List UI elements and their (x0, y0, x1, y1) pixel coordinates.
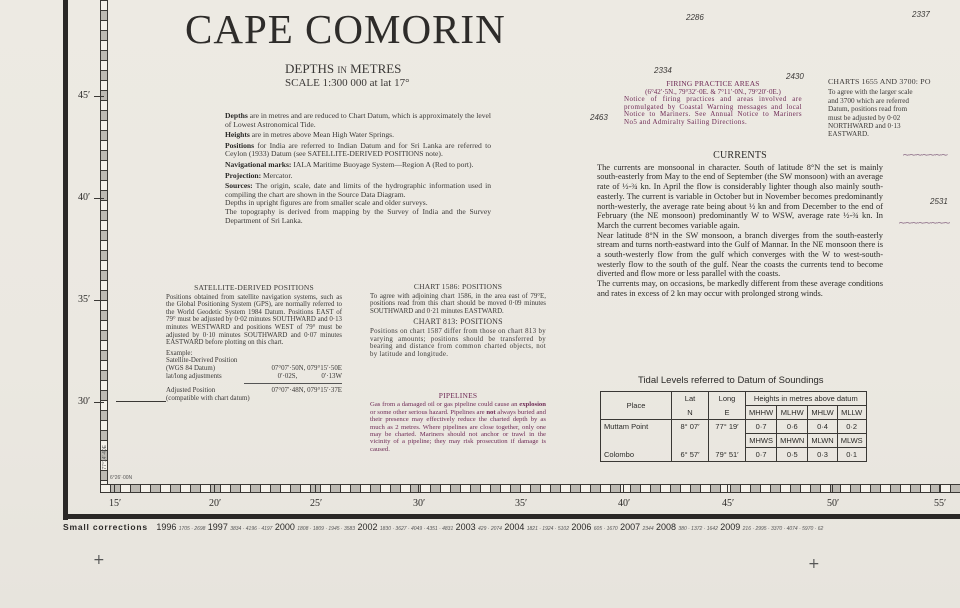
lat-tick-30: 30′ (78, 396, 91, 407)
pipelines-text-1: Gas from a damaged oil or gas pipeline could cause an (370, 401, 520, 409)
value-cell: 0·3 (808, 448, 837, 462)
subtitle-in: IN (337, 65, 347, 75)
satellite-body: Positions obtained from satellite navigation systems, such as the Global Positioning System (GPS), are normally referred to the World Geodetic System 1984 Datum. Positions EAST of 79° must be adjusted by 0·02 minutes SOUTHWARD and 0·13 minutes WESTWARD and positions WEST of 79° must be adjusted by 0·10 minutes SOUTHWARD and 0·07 minutes EASTWARD before plotting on this chart. (166, 293, 342, 347)
correction-numbers: 3834 · 4196 · 4197 (230, 526, 273, 532)
note-positions (225, 142, 491, 159)
value-cell: 0·5 (777, 448, 808, 462)
correction-numbers: 2344 (642, 526, 654, 532)
adjustment-label: lat/long adjustments (166, 372, 222, 380)
correction-year: 2002 (357, 522, 378, 532)
lon-tick-30: 30′ (413, 498, 426, 509)
chart1586-heading: CHART 1586: POSITIONS (413, 282, 503, 291)
satellite-example-label: Example: (166, 349, 193, 357)
corrections-label: Small corrections (63, 522, 148, 532)
empty-cell (672, 434, 709, 448)
charts1655-heading: CHARTS 1655 AND 3700: PO (828, 78, 931, 86)
correction-year: 2000 (274, 522, 295, 532)
wgs-value: 07°07′·50N, 079°15′·50E (271, 364, 342, 372)
lat-tick-35: 35′ (78, 294, 91, 305)
chart-subtitle (285, 61, 401, 77)
place-cell: Colombo (601, 448, 672, 462)
value-cell: 0·7 (746, 420, 777, 434)
correction-numbers: 1830 · 3627 · 4049 · 4351 · 4831 (379, 526, 454, 532)
charts1655-line-2: and 3700 which are referred (828, 96, 910, 105)
note-heights (225, 131, 491, 140)
depth-sounding: 2286 (686, 13, 704, 22)
long-cell: 79° 51′ (709, 448, 746, 462)
note-projection (225, 172, 491, 181)
header-col: MLWS (837, 434, 866, 448)
empty-cell (601, 434, 672, 448)
note-depths-text: are in metres and are reduced to Chart Datum, which is approximately the level of Lowest Astronomical Tide. (225, 111, 491, 129)
charts1655-line-5: NORTHWARD and 0·13 (828, 122, 901, 131)
header-heights: Heights in metres above datum (746, 392, 867, 406)
depth-sounding: 2463 (590, 113, 608, 122)
lon-tick-25: 25′ (310, 498, 323, 509)
header-col: MLLW (837, 406, 866, 420)
note-depths (225, 112, 491, 129)
correction-numbers: 1808 · 1809 · 1945 · 3583 (297, 526, 356, 532)
chart-outer-border-bottom (63, 514, 960, 519)
note-nav-text: IALA Maritime Buoyage System—Region A (Red to port). (291, 159, 474, 169)
note-positions-text: for India are referred to Indian Datum and for Sri Lanka are referred to Ceylon (1933) Datum (see SATELLITE-DERIVED POSITIONS note). (225, 140, 491, 159)
note-nav-marks (225, 161, 491, 170)
header-lat-unit: N (672, 406, 709, 420)
small-corrections (63, 522, 823, 532)
value-cell: 0·2 (837, 420, 866, 434)
latitude-30-gridline (116, 401, 166, 402)
lon-tick-15: 15′ (109, 498, 122, 509)
chart813-body: Positions on chart 1587 differ from those on chart 813 by varying amounts; positions should be transferred by bearing and distance from common charted objects, not by latitude and longitude. (370, 327, 546, 358)
charts1655-line-4: must be adjusted by 0·02 (828, 113, 901, 122)
correction-numbers: 380 · 1372 · 1642 (678, 526, 718, 532)
corner-longitude-label: 77°14′·40E (102, 445, 108, 470)
lat-tick-45: 45′ (78, 90, 91, 101)
table-row (601, 448, 867, 462)
note-heights-text: are in metres above Mean High Water Springs. (249, 130, 395, 140)
header-place: Place (601, 392, 672, 420)
firing-body: Notice of firing practices and areas involved are promulgated by Coastal Warning messages and local Notice to Mariners. See Annual Notice to Mariners No5 and Admiralty Sailing Directions. (624, 95, 802, 126)
lat-cell: 8° 07′ (672, 420, 709, 434)
note-heights-label: Heights (225, 130, 250, 140)
tidal-subheader-row-2 (601, 434, 867, 448)
chart-scale: SCALE 1:300 000 at lat 17° (285, 77, 410, 89)
header-col: MHHW (746, 406, 777, 420)
tidal-levels-title: Tidal Levels referred to Datum of Soundings (638, 375, 824, 386)
pipelines-explosion: explosion (519, 401, 546, 409)
correction-numbers: 1821 · 1924 · 5102 (526, 526, 569, 532)
lon-tick-55: 55′ (934, 498, 947, 509)
chart-title: CAPE COMORIN (185, 6, 506, 52)
firing-heading: FIRING PRACTICE AREAS (666, 79, 760, 88)
header-col: MHLW (808, 406, 837, 420)
currents-note (597, 151, 883, 299)
note-sources-label: Sources: (225, 181, 253, 191)
chart-outer-border (63, 0, 68, 520)
tidal-levels-table (600, 391, 867, 462)
adjusted-value: 07°07′·48N, 079°15′·37E (271, 387, 342, 395)
lon-tick-35: 35′ (515, 498, 528, 509)
header-col: MHWN (777, 434, 808, 448)
correction-year: 2006 (571, 522, 592, 532)
adjustment-lon: 0′·13W (321, 372, 342, 380)
value-cell: 0·7 (746, 448, 777, 462)
satellite-adjustment-row (166, 373, 342, 381)
chart-1586-813-notes (370, 283, 546, 358)
header-col: MLHW (777, 406, 808, 420)
registration-cross-icon: + (808, 556, 820, 572)
firing-coords: (6°42′·5N., 79°32′·0E. & 7°11′·0N., 79°20′·0E.) (645, 87, 781, 96)
tidal-header-row (601, 392, 867, 406)
note-upright: Depths in upright figures are from smaller scale and older surveys. (225, 198, 428, 208)
value-cell: 0·1 (837, 448, 866, 462)
charts-1655-3700-note (828, 78, 960, 139)
note-sources-text: The origin, scale, date and limits of the hydrographic information used in compiling the chart are shown in the Source Data Diagram. (225, 181, 491, 199)
satellite-sdp-label: Satellite-Derived Position (166, 357, 238, 365)
pipelines-body (370, 401, 546, 453)
pipelines-text-3: always buried and their presence may effectively reduce the charted depth by as much as 2 metres. Where pipelines are close together, only one may be charted. Mariners should not anchor or trawl in the vicinity of a pipeline; they may risk prosecution if damage is caused. (370, 408, 546, 453)
depth-sounding: 2430 (786, 72, 804, 81)
lon-tick-50: 50′ (827, 498, 840, 509)
pipelines-note (370, 392, 546, 453)
subtitle-metres: METRES (350, 61, 402, 76)
lon-tick-45: 45′ (722, 498, 735, 509)
satellite-wgs-row (166, 365, 342, 373)
charts1655-line-6: EASTWARD. (828, 130, 869, 139)
adjustment-divider (244, 383, 342, 384)
table-row (601, 420, 867, 434)
header-col: MLWN (808, 434, 837, 448)
lon-tick-40: 40′ (618, 498, 631, 509)
lat-tick-40: 40′ (78, 192, 91, 203)
currents-paragraph-2: Near latitude 8°N in the SW monsoon, a branch diverges from the south-easterly stream and turns north-eastward into the Gulf of Mannar. In the NE monsoon there is a south-westerly flow from the gulf which converges with the W to west-south-westerly flow to the south of the gulf. Near the coasts the currents tend to become diverted and flow more or less parallel with the coasts. (597, 230, 883, 279)
note-positions-label: Positions (225, 140, 255, 150)
depth-sounding: 2337 (912, 10, 930, 19)
depth-contour: ∼∼∼∼∼∼∼ (902, 150, 947, 161)
correction-year: 2008 (655, 522, 677, 532)
header-lat: Lat (672, 392, 709, 406)
adjustment-lat: 0′·02S, (277, 372, 298, 380)
wgs-label: (WGS 84 Datum) (166, 364, 215, 372)
currents-paragraph-1: The currents are monsoonal in character. South of latitude 8°N the set is mainly south-easterly from May to the end of September (the SW monsoon) with an average rate of ½-¾ kn. In April the flow is considerably lighter though also mainly south-easterly. The current is variable in October but in November becomes predominantly north-westerly, the average rate being about ½ kn and from December to the end of February (the NE monsoon) predominantly W to WSW, average rate ½-¾ kn. In March the current becomes variable again. (597, 162, 883, 230)
header-col: MHWS (746, 434, 777, 448)
correction-year: 2009 (720, 522, 741, 532)
corner-latitude-label: 6°26′·00N (110, 475, 133, 481)
depth-sounding: 2531 (930, 197, 948, 206)
note-nav-label: Navigational marks: (225, 159, 292, 169)
adjusted-compatible: (compatible with chart datum) (166, 394, 250, 402)
header-long-unit: E (709, 406, 746, 420)
satellite-positions-note (166, 284, 342, 402)
currents-heading: CURRENTS (713, 150, 767, 161)
correction-numbers: 605 · 1670 (593, 526, 618, 532)
correction-numbers: 1705 · 2698 (178, 526, 206, 532)
correction-year: 2007 (620, 522, 641, 532)
correction-numbers: 216 · 2995 · 3370 · 4074 · 5970 · 62 (742, 526, 824, 532)
note-projection-text: Mercator. (261, 170, 293, 180)
chart1586-body: To agree with adjoining chart 1586, in the area east of 79°E, positions read from this chart should be moved 0·09 minutes SOUTHWARD and 0·21 minutes EASTWARD. (370, 292, 546, 315)
latitude-scale-bar (100, 0, 108, 493)
lon-tick-20: 20′ (209, 498, 222, 509)
subtitle-depths: DEPTHS (285, 61, 335, 76)
correction-numbers: 429 · 2074 (478, 526, 502, 532)
currents-paragraph-3: The currents may, on occasions, be markedly different from these average conditions and rates in excess of 2 kn may occur with prolonged strong winds. (597, 279, 883, 298)
longitude-scale-bar (100, 484, 960, 493)
adjusted-label: Adjusted Position (166, 387, 216, 395)
correction-year: 1996 (156, 522, 177, 532)
place-cell: Muttam Point (601, 420, 672, 434)
correction-year: 2003 (455, 522, 476, 532)
header-long: Long (709, 392, 746, 406)
correction-year: 1997 (207, 522, 228, 532)
pipelines-heading: PIPELINES (438, 391, 478, 400)
charts1655-line-1: To agree with the larger scale (828, 88, 913, 97)
value-cell: 0·6 (777, 420, 808, 434)
note-sources (225, 182, 491, 199)
firing-practice-note (624, 80, 802, 127)
empty-cell (709, 434, 746, 448)
general-notes (225, 112, 491, 225)
depth-sounding: 2334 (654, 66, 672, 75)
note-depths-label: Depths (225, 111, 248, 120)
pipelines-not: not (486, 408, 496, 416)
registration-cross-icon: + (93, 552, 105, 568)
note-topography: The topography is derived from mapping by the Survey of India and the Survey Department of Sri Lanka. (225, 206, 491, 225)
correction-year: 2004 (504, 522, 525, 532)
charts1655-line-3: Datum, positions read from (828, 105, 908, 114)
satellite-heading: SATELLITE-DERIVED POSITIONS (194, 283, 314, 292)
chart813-heading: CHART 813: POSITIONS (413, 317, 503, 327)
depth-contour: ∼∼∼∼∼∼∼∼ (898, 218, 950, 229)
value-cell: 0·4 (808, 420, 837, 434)
pipelines-text-2: or some other serious hazard. Pipelines are (370, 408, 487, 416)
lat-cell: 6° 57′ (672, 448, 709, 462)
note-projection-label: Projection: (225, 170, 262, 180)
satellite-adjusted-row (166, 387, 342, 395)
long-cell: 77° 19′ (709, 420, 746, 434)
